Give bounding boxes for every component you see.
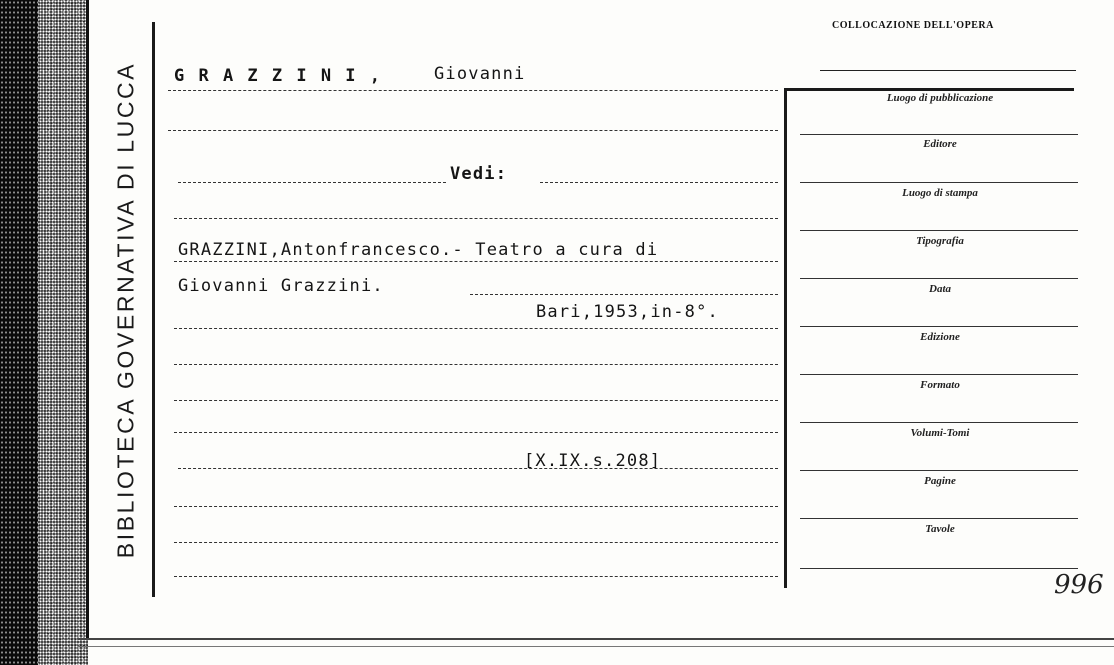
ruled-line bbox=[174, 261, 778, 262]
field-line bbox=[800, 230, 1078, 231]
shelfmark: [X.IX.s.208] bbox=[524, 451, 662, 471]
ruled-line bbox=[470, 294, 778, 295]
field-label: Edizione bbox=[920, 331, 960, 343]
field-label: Tavole bbox=[925, 523, 955, 535]
ruled-line bbox=[168, 130, 778, 131]
card-bottom-edge-shadow bbox=[78, 646, 1114, 647]
field-label: Luogo di stampa bbox=[902, 187, 978, 199]
author-given-name: Giovanni bbox=[434, 64, 526, 84]
field-line bbox=[800, 374, 1078, 375]
library-stamp: BIBLIOTECA GOVERNATIVA DI LUCCA bbox=[112, 61, 139, 559]
ruled-line bbox=[174, 364, 778, 365]
ruled-line bbox=[174, 328, 778, 329]
ruled-line bbox=[540, 182, 778, 183]
field-line bbox=[800, 182, 1078, 183]
collocation-header: COLLOCAZIONE DELL'OPERA bbox=[832, 20, 994, 31]
ruled-line bbox=[178, 468, 778, 469]
ruled-line bbox=[174, 400, 778, 401]
field-line bbox=[800, 278, 1078, 279]
field-label: Pagine bbox=[924, 475, 956, 487]
ruled-line bbox=[174, 542, 778, 543]
ruled-line bbox=[174, 576, 778, 577]
imprint: Bari,1953,in-8°. bbox=[536, 302, 719, 322]
field-line bbox=[800, 568, 1078, 569]
ruled-line bbox=[174, 432, 778, 433]
left-vertical-rule bbox=[152, 22, 155, 597]
ruled-line bbox=[174, 218, 778, 219]
author-surname: G R A Z Z I N I , bbox=[174, 66, 382, 86]
ruled-line bbox=[168, 90, 778, 91]
panel-vertical-rule bbox=[784, 90, 787, 588]
card-edge-line bbox=[86, 0, 89, 640]
field-label: Volumi-Tomi bbox=[910, 427, 970, 439]
field-label: Luogo di pubblicazione bbox=[886, 92, 994, 104]
field-line bbox=[800, 134, 1078, 135]
ruled-line bbox=[174, 506, 778, 507]
reference-line-1: GRAZZINI,Antonfrancesco.- Teatro a cura di bbox=[178, 240, 659, 260]
see-label: Vedi: bbox=[450, 164, 508, 184]
field-label: Tipografia bbox=[916, 235, 964, 247]
card-bottom-edge bbox=[78, 638, 1114, 640]
header-rule bbox=[820, 70, 1076, 71]
ruled-line bbox=[178, 182, 446, 183]
handwritten-number: 996 bbox=[1054, 570, 1104, 600]
field-line bbox=[800, 422, 1078, 423]
field-line bbox=[800, 326, 1078, 327]
field-line bbox=[800, 470, 1078, 471]
panel-top-rule bbox=[784, 88, 1074, 91]
field-label: Editore bbox=[923, 138, 957, 150]
reference-line-2: Giovanni Grazzini. bbox=[178, 276, 384, 296]
field-label: Formato bbox=[920, 379, 960, 391]
card-left-shadow bbox=[0, 0, 38, 665]
field-line bbox=[800, 518, 1078, 519]
field-label: Data bbox=[929, 283, 951, 295]
